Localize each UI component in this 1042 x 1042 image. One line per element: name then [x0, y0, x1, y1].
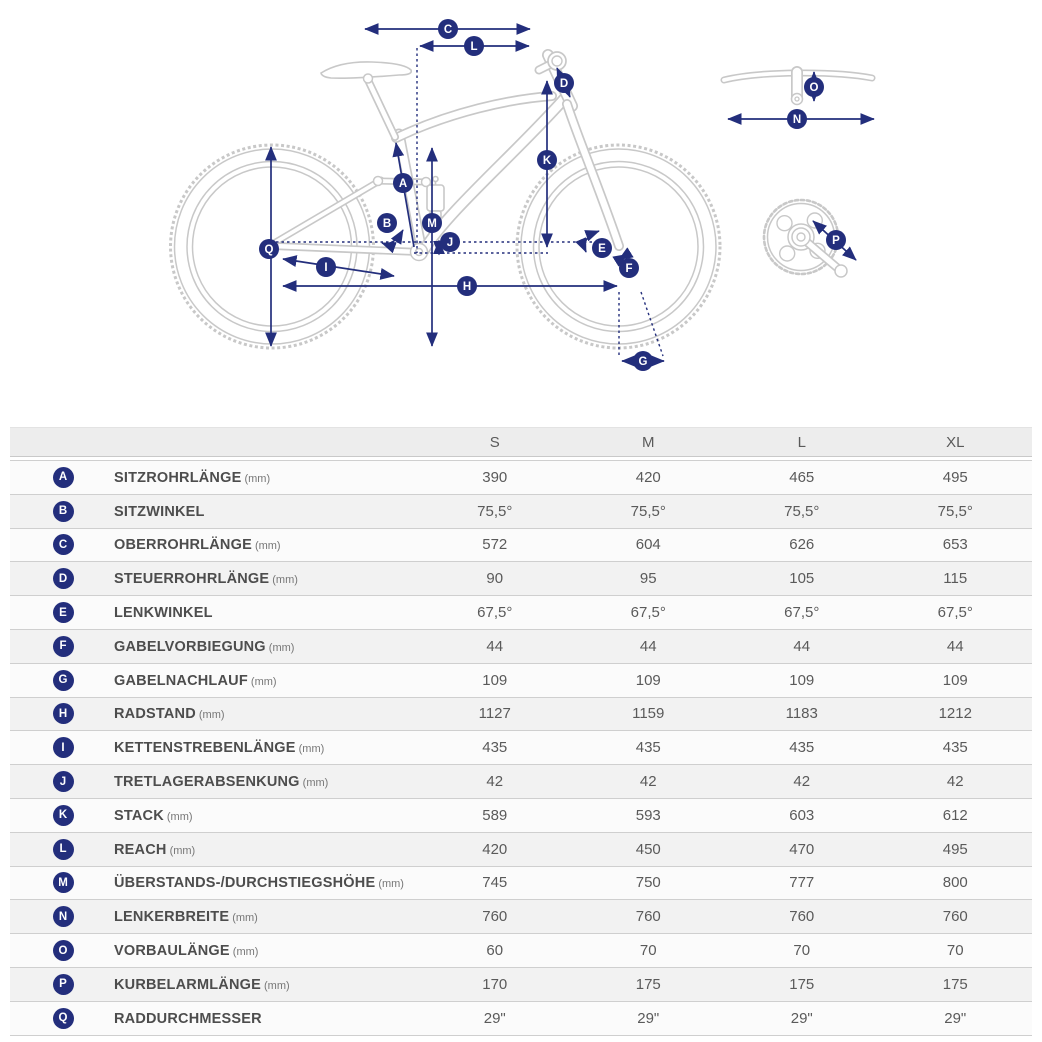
cell-value: 760 [789, 908, 815, 926]
row-label: STACK [114, 807, 164, 824]
cell-value: 589 [482, 806, 508, 824]
cell-value: 109 [635, 671, 661, 689]
cell-value: 170 [482, 975, 508, 993]
cell-value: 626 [789, 536, 815, 554]
callout-H [457, 276, 477, 296]
cell-value: 435 [789, 739, 815, 757]
row-unit: (mm) [169, 844, 196, 857]
cell-value: 67,5° [784, 604, 820, 622]
svg-text:K: K [542, 155, 552, 167]
svg-text:M: M [427, 218, 437, 230]
cell-value: 75,5° [937, 502, 973, 520]
table-row [10, 664, 1032, 698]
cell-value: 29" [483, 1009, 506, 1027]
table-row [10, 562, 1032, 596]
row-letter-badge [53, 1008, 74, 1029]
row-letter-badge [53, 940, 74, 961]
svg-text:H: H [462, 281, 472, 293]
cell-value: 29" [944, 1009, 967, 1027]
cell-value: 1127 [478, 705, 511, 723]
cell-value: 109 [482, 671, 508, 689]
cell-value: 44 [946, 637, 964, 655]
cell-value: 435 [635, 739, 661, 757]
callout-M [422, 213, 442, 233]
table-row [10, 968, 1032, 1002]
callout-F [619, 258, 639, 278]
cell-value: 67,5° [477, 604, 513, 622]
cell-value: 115 [943, 570, 968, 588]
cell-value: 800 [942, 874, 968, 892]
cell-value: 42 [946, 773, 964, 791]
callout-P [826, 230, 846, 250]
callout-C [438, 19, 458, 39]
cell-value: 44 [639, 637, 657, 655]
row-label: RADDURCHMESSER [114, 1010, 262, 1027]
row-letter: B [58, 505, 68, 518]
callout-G [633, 351, 653, 371]
row-letter-badge [53, 737, 74, 758]
row-label: ÜBERSTANDS-/DURCHSTIEGSHÖHE [114, 875, 376, 892]
cell-value: 420 [482, 840, 508, 858]
steering-axis-dotted-line [641, 292, 663, 356]
row-label: STEUERROHRLÄNGE [114, 571, 270, 588]
cell-value: 760 [635, 908, 661, 926]
cell-value: 175 [942, 975, 968, 993]
row-unit: (mm) [302, 777, 329, 790]
cell-value: 450 [635, 840, 661, 858]
table-row [10, 799, 1032, 833]
cell-value: 760 [482, 908, 508, 926]
cell-value: 44 [486, 637, 504, 655]
row-letter: P [59, 978, 67, 991]
row-unit: (mm) [232, 912, 258, 925]
table-row [10, 833, 1032, 867]
row-label: KETTENSTREBENLÄNGE [114, 740, 296, 757]
cell-value: 572 [482, 536, 508, 554]
row-letter-badge [53, 839, 74, 860]
callout-E [592, 238, 612, 258]
row-letter-badge [53, 906, 74, 927]
svg-text:C: C [443, 24, 453, 36]
row-letter-badge [53, 501, 74, 522]
bike-drawing [171, 52, 873, 348]
row-letter: C [58, 538, 68, 551]
col-header-l: L [797, 433, 806, 451]
cell-value: 29" [790, 1009, 813, 1027]
svg-text:A: A [398, 178, 408, 190]
callout-K [537, 150, 557, 170]
cell-value: 42 [486, 773, 504, 791]
row-unit: (mm) [166, 810, 193, 823]
table-row [10, 900, 1032, 934]
cell-value: 75,5° [630, 502, 666, 520]
svg-text:I: I [324, 262, 328, 274]
row-unit: (mm) [378, 878, 404, 891]
cell-value: 435 [942, 739, 968, 757]
row-label: LENKWINKEL [114, 605, 213, 622]
row-letter: N [58, 910, 68, 923]
callout-O [804, 77, 824, 97]
row-unit: (mm) [198, 709, 225, 722]
row-label: OBERROHRLÄNGE [114, 537, 252, 554]
row-label: REACH [114, 841, 167, 858]
svg-text:O: O [809, 82, 819, 94]
cell-value: 777 [789, 874, 815, 892]
callout-B [377, 213, 397, 233]
cell-value: 390 [482, 468, 508, 486]
cell-value: 95 [639, 570, 657, 588]
callout-A [393, 173, 413, 193]
cell-value: 745 [482, 874, 508, 892]
table-row [10, 867, 1032, 901]
row-letter: M [58, 876, 68, 889]
callout-D [554, 73, 574, 93]
callout-N [787, 109, 807, 129]
cell-value: 495 [942, 840, 968, 858]
cell-value: 60 [486, 942, 504, 960]
row-letter-badge [53, 703, 74, 724]
row-letter: H [58, 707, 68, 720]
cell-value: 109 [789, 671, 815, 689]
table-row [10, 529, 1032, 563]
row-letter: E [59, 606, 67, 619]
table-row [10, 934, 1032, 968]
cell-value: 750 [635, 874, 661, 892]
cell-value: 470 [789, 840, 815, 858]
row-letter: I [61, 741, 65, 754]
cell-value: 67,5° [937, 604, 973, 622]
row-label: TRETLAGERABSENKUNG [114, 774, 300, 791]
col-header-m: M [642, 433, 655, 451]
svg-text:D: D [559, 78, 569, 90]
row-letter-badge [53, 467, 74, 488]
row-letter-badge [53, 568, 74, 589]
cell-value: 420 [635, 468, 661, 486]
cell-value: 465 [789, 468, 815, 486]
svg-text:P: P [832, 235, 840, 247]
row-label: KURBELARMLÄNGE [114, 976, 261, 993]
cell-value: 44 [793, 637, 811, 655]
svg-text:J: J [446, 237, 454, 249]
cell-value: 70 [793, 942, 811, 960]
svg-text:G: G [638, 356, 648, 368]
col-header-xl: XL [946, 433, 965, 451]
table-row [10, 1002, 1032, 1036]
col-header-s: S [489, 433, 500, 451]
svg-text:N: N [792, 114, 802, 126]
table-row [10, 495, 1032, 529]
saddle-clamp [364, 74, 373, 83]
row-letter: F [59, 640, 67, 653]
row-letter: G [58, 674, 68, 687]
svg-text:Q: Q [264, 244, 274, 256]
cell-value: 653 [942, 536, 968, 554]
cell-value: 105 [789, 570, 815, 588]
row-label: SITZWINKEL [114, 503, 205, 520]
bike-geometry-diagram [0, 0, 1042, 420]
row-letter-badge [53, 805, 74, 826]
row-letter-badge [53, 974, 74, 995]
row-label: GABELNACHLAUF [114, 672, 248, 689]
row-letter-badge [53, 771, 74, 792]
cell-value: 75,5° [784, 502, 820, 520]
cell-value: 1183 [785, 705, 818, 723]
cell-value: 75,5° [477, 502, 513, 520]
row-letter: L [59, 843, 67, 856]
cell-value: 175 [635, 975, 661, 993]
table-row [10, 461, 1032, 495]
callout-I [316, 257, 336, 277]
cell-value: 42 [793, 773, 811, 791]
row-unit: (mm) [298, 743, 325, 756]
row-letter: K [58, 809, 68, 822]
row-unit: (mm) [244, 472, 271, 485]
cell-value: 612 [942, 806, 968, 824]
geometry-table-body [10, 460, 1032, 1036]
row-label: LENKERBREITE [114, 909, 230, 926]
row-unit: (mm) [264, 979, 290, 992]
cell-value: 42 [639, 773, 657, 791]
table-row [10, 731, 1032, 765]
cell-value: 604 [635, 536, 661, 554]
handlebar-top-view [724, 72, 872, 105]
cell-value: 593 [635, 806, 661, 824]
cell-value: 175 [789, 975, 815, 993]
row-letter: J [59, 775, 67, 788]
svg-text:E: E [598, 243, 606, 255]
table-row [10, 630, 1032, 664]
row-unit: (mm) [272, 574, 298, 587]
svg-text:F: F [625, 263, 633, 275]
callout-L [464, 36, 484, 56]
row-label: SITZROHRLÄNGE [114, 469, 242, 486]
row-letter: Q [58, 1012, 68, 1025]
cell-value: 67,5° [630, 604, 666, 622]
row-letter-badge [53, 636, 74, 657]
geometry-table-header [10, 427, 1032, 457]
cell-value: 603 [789, 806, 815, 824]
row-letter-badge [53, 872, 74, 893]
row-letter: O [58, 944, 68, 957]
cell-value: 760 [942, 908, 968, 926]
row-label: RADSTAND [114, 706, 196, 723]
geometry-table [10, 427, 1032, 1036]
cell-value: 70 [946, 942, 964, 960]
cell-value: 495 [942, 468, 968, 486]
row-label: VORBAULÄNGE [114, 943, 230, 960]
cell-value: 1159 [632, 705, 665, 723]
row-unit: (mm) [232, 946, 259, 959]
svg-text:B: B [382, 218, 392, 230]
cell-value: 109 [942, 671, 968, 689]
callout-Q [259, 239, 279, 259]
table-row [10, 596, 1032, 630]
table-row [10, 765, 1032, 799]
svg-text:L: L [470, 41, 478, 53]
row-unit: (mm) [268, 641, 295, 654]
row-letter: A [58, 471, 68, 484]
row-unit: (mm) [254, 540, 281, 553]
row-letter: D [58, 572, 68, 585]
callout-J [440, 232, 460, 252]
row-label: GABELVORBIEGUNG [114, 638, 266, 655]
arrow-I-chainstay [283, 259, 394, 276]
cell-value: 90 [486, 570, 504, 588]
row-unit: (mm) [250, 675, 277, 688]
cell-value: 29" [637, 1009, 660, 1027]
row-letter-badge [53, 534, 74, 555]
row-letter-badge [53, 670, 74, 691]
cell-value: 1212 [938, 705, 972, 723]
table-row [10, 698, 1032, 732]
cell-value: 70 [639, 942, 657, 960]
row-letter-badge [53, 602, 74, 623]
cell-value: 435 [482, 739, 508, 757]
